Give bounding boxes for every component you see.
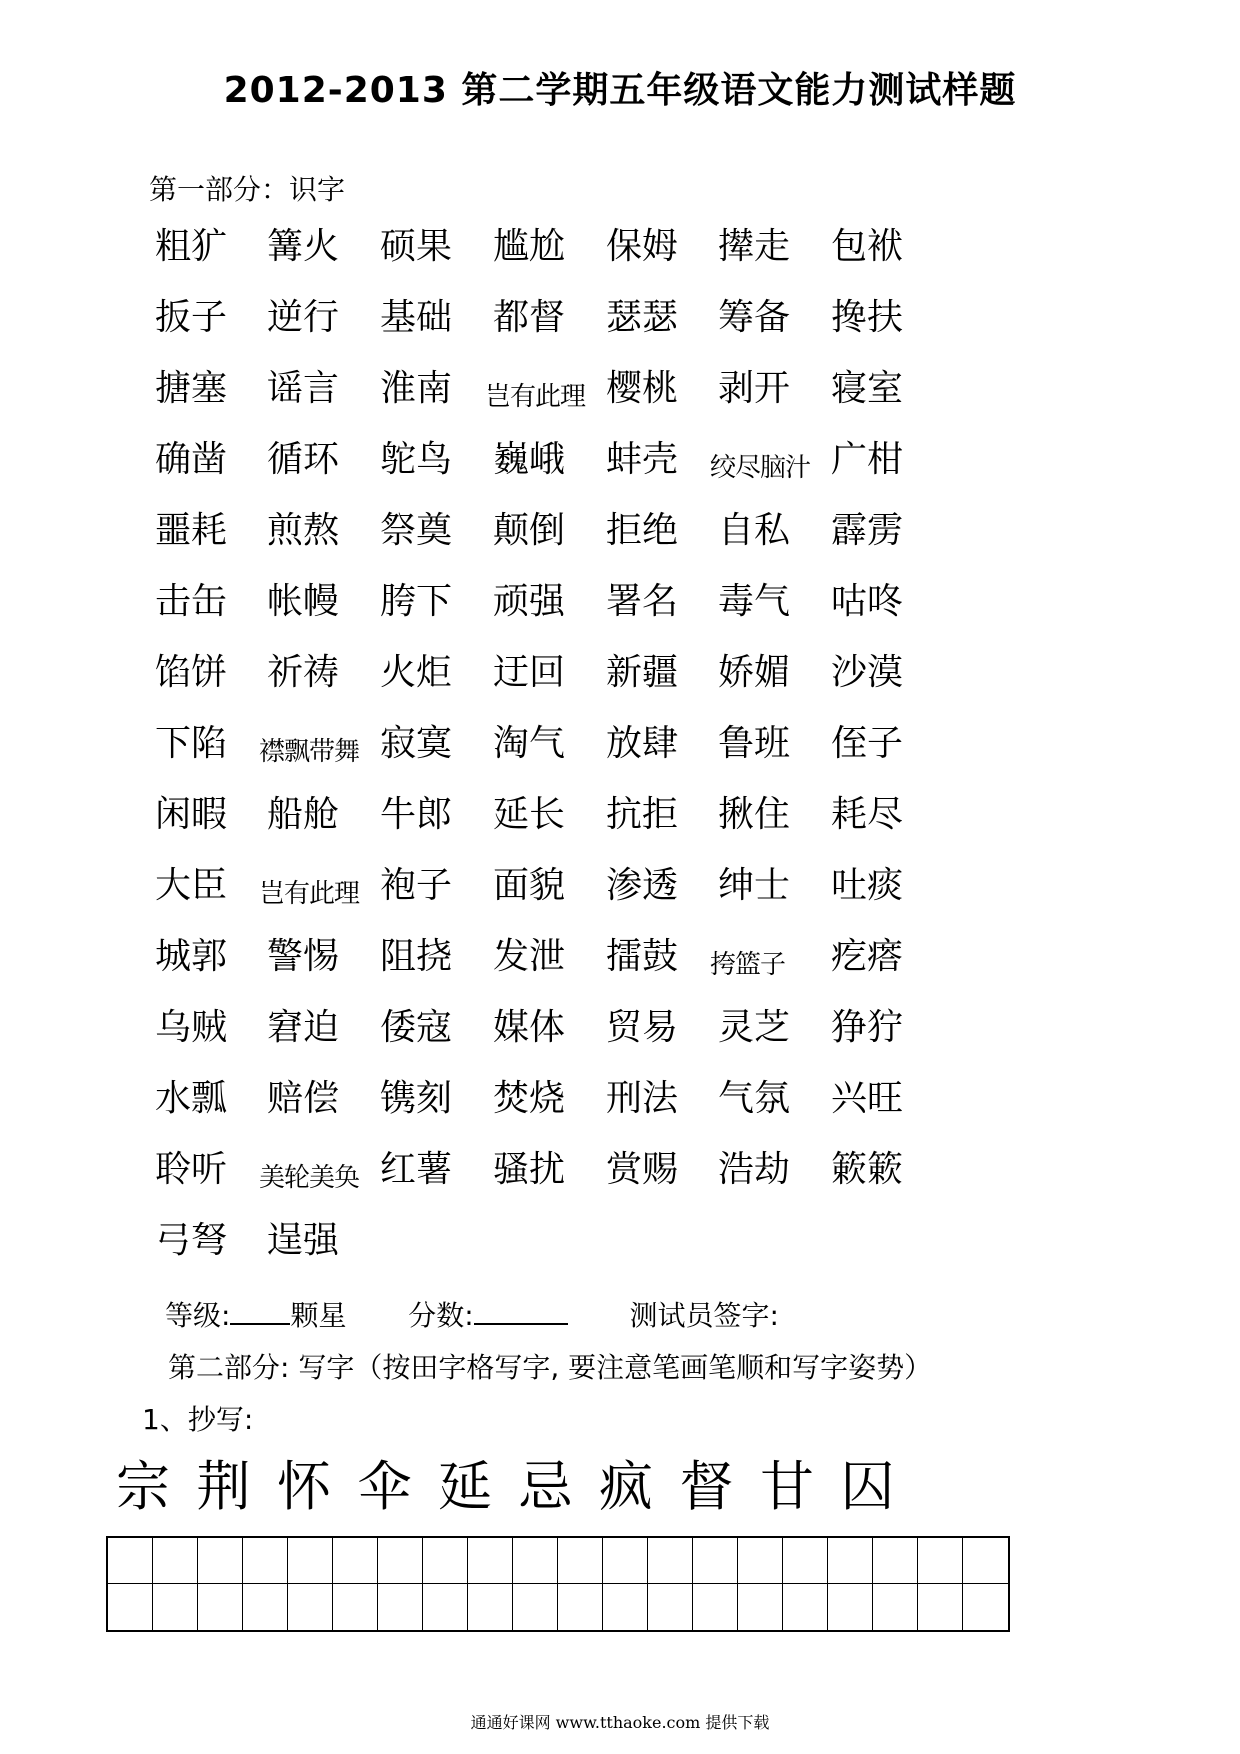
grade-label: 等级: (165, 1299, 231, 1332)
vocab-word: 水瓢 (155, 1078, 228, 1119)
vocab-word: 拒绝 (606, 510, 679, 551)
vocab-word: 筹备 (718, 297, 791, 338)
vocab-word: 噩耗 (155, 510, 228, 551)
word-row (155, 438, 935, 509)
writing-practice-grid (106, 1536, 1010, 1632)
word-row (155, 580, 935, 651)
copy-character: 忌 (518, 1455, 573, 1518)
vocab-word: 煎熬 (267, 510, 340, 551)
vocab-word: 咕咚 (831, 581, 904, 622)
vocab-word: 胯下 (380, 581, 453, 622)
vocab-word: 延长 (493, 794, 566, 835)
vocab-word: 逆行 (267, 297, 340, 338)
vocab-word: 都督 (493, 297, 566, 338)
vocab-word: 蚌壳 (606, 439, 679, 480)
vocab-word: 赔偿 (267, 1078, 340, 1119)
copy-instruction: 1、抄写: (142, 1403, 254, 1436)
writing-cell[interactable] (333, 1584, 378, 1630)
writing-cell[interactable] (378, 1584, 423, 1630)
vocab-word: 巍峨 (493, 439, 566, 480)
score-line (165, 1294, 779, 1334)
vocab-word: 颠倒 (493, 510, 566, 551)
copy-character: 督 (679, 1455, 734, 1518)
writing-cell[interactable] (918, 1584, 963, 1630)
vocab-word: 寂寞 (380, 723, 453, 764)
word-row (155, 935, 935, 1006)
vocab-word: 媒体 (493, 1007, 566, 1048)
vocab-word: 扳子 (155, 297, 228, 338)
vocab-word: 红薯 (380, 1149, 453, 1190)
writing-cell[interactable] (423, 1584, 468, 1630)
vocab-word: 襟飘带舞 (259, 737, 360, 767)
vocab-word: 瑟瑟 (606, 297, 679, 338)
copy-character: 疯 (599, 1455, 653, 1518)
vocab-word: 谣言 (267, 368, 340, 409)
grade-blank[interactable] (230, 1303, 290, 1325)
vocab-word: 顽强 (493, 581, 566, 622)
vocab-word: 倭寇 (380, 1007, 453, 1048)
writing-cell[interactable] (288, 1584, 333, 1630)
vocab-word: 城郭 (155, 936, 228, 977)
word-row (155, 367, 935, 438)
writing-cell[interactable] (603, 1538, 648, 1584)
vocab-word: 骚扰 (493, 1149, 566, 1190)
vocab-word: 尴尬 (493, 226, 566, 267)
word-row (155, 509, 935, 580)
vocab-word: 挎篮子 (710, 950, 786, 980)
vocab-word: 牛郎 (380, 794, 453, 835)
part1-heading: 第一部分：识字 (149, 173, 346, 206)
vocab-word: 侄子 (831, 723, 904, 764)
word-row (155, 1219, 935, 1290)
writing-cell[interactable] (513, 1584, 558, 1630)
vocab-word: 疙瘩 (831, 936, 904, 977)
word-row (155, 225, 935, 296)
copy-character: 延 (438, 1455, 492, 1518)
writing-cell[interactable] (108, 1538, 153, 1584)
vocab-word: 吐痰 (831, 865, 904, 906)
vocab-word: 擂鼓 (606, 936, 679, 977)
writing-cell[interactable] (423, 1538, 468, 1584)
vocab-word: 气氛 (718, 1078, 791, 1119)
vocab-word: 淮南 (380, 368, 453, 409)
vocab-word: 火炬 (380, 652, 453, 693)
vocab-word: 剥开 (718, 368, 791, 409)
vocab-word: 面貌 (493, 865, 566, 906)
vocab-word: 祭奠 (380, 510, 453, 551)
writing-cell[interactable] (603, 1584, 648, 1630)
writing-cell[interactable] (693, 1584, 738, 1630)
writing-cell[interactable] (828, 1584, 873, 1630)
writing-cell[interactable] (198, 1584, 243, 1630)
vocab-word: 乌贼 (155, 1007, 228, 1048)
vocab-word: 搀扶 (831, 297, 904, 338)
writing-cell[interactable] (513, 1538, 558, 1584)
vocab-word: 逞强 (267, 1220, 340, 1261)
vocab-word: 灵芝 (718, 1007, 791, 1048)
vocab-word: 循环 (267, 439, 340, 480)
stars-label: 颗星 (290, 1299, 347, 1332)
vocab-word: 篝火 (267, 226, 340, 267)
vocab-word: 广柑 (831, 439, 904, 480)
writing-cell[interactable] (288, 1538, 333, 1584)
vocab-word: 刑法 (606, 1078, 679, 1119)
vocab-word: 船舱 (267, 794, 340, 835)
vocab-word: 粗犷 (155, 226, 228, 267)
vocab-word: 绅士 (718, 865, 791, 906)
vocab-word: 鸵鸟 (380, 439, 453, 480)
part2-heading: 第二部分: 写字（按田字格写字, 要注意笔画笔顺和写字姿势） (168, 1351, 933, 1384)
vocab-word: 揪住 (718, 794, 791, 835)
word-row (155, 651, 935, 722)
vocab-word: 岂有此理 (259, 879, 360, 909)
vocab-word: 焚烧 (493, 1078, 566, 1119)
copy-character: 囚 (840, 1455, 895, 1518)
vocab-word: 渗透 (606, 865, 679, 906)
vocab-word: 击缶 (155, 581, 228, 622)
vocab-word: 馅饼 (155, 652, 228, 693)
vocab-word: 闲暇 (155, 794, 228, 835)
vocab-word: 毒气 (718, 581, 791, 622)
vocab-word: 迂回 (493, 652, 566, 693)
footer-source: 通通好课网 www.tthaoke.com 提供下载 (470, 1713, 770, 1732)
vocab-word: 搪塞 (155, 368, 228, 409)
vocab-word: 警惕 (267, 936, 340, 977)
vocab-word: 祈祷 (267, 652, 340, 693)
writing-cell[interactable] (378, 1538, 423, 1584)
vocab-word: 新疆 (606, 652, 679, 693)
word-row (155, 722, 935, 793)
word-row (155, 1006, 935, 1077)
writing-cell[interactable] (333, 1538, 378, 1584)
vocab-word: 耗尽 (831, 794, 904, 835)
writing-cell[interactable] (153, 1538, 198, 1584)
word-row (155, 1148, 935, 1219)
writing-cell[interactable] (783, 1538, 828, 1584)
vocab-word: 美轮美奂 (259, 1163, 360, 1193)
word-row (155, 296, 935, 367)
writing-cell[interactable] (153, 1584, 198, 1630)
tester-signature-label: 测试员签字: (629, 1299, 779, 1332)
vocab-word: 兴旺 (831, 1078, 904, 1119)
writing-cell[interactable] (873, 1584, 918, 1630)
vocab-word: 抗拒 (606, 794, 679, 835)
vocab-word: 基础 (380, 297, 453, 338)
score-blank[interactable] (474, 1303, 568, 1325)
vocab-word: 娇媚 (718, 652, 791, 693)
vocab-word: 寝室 (831, 368, 904, 409)
writing-cell[interactable] (558, 1584, 603, 1630)
word-row (155, 793, 935, 864)
vocab-word: 袍子 (380, 865, 453, 906)
vocab-word: 署名 (606, 581, 679, 622)
writing-cell[interactable] (963, 1584, 1008, 1630)
vocab-word: 自私 (718, 510, 791, 551)
writing-cell[interactable] (558, 1538, 603, 1584)
writing-cell[interactable] (828, 1538, 873, 1584)
vocab-word: 沙漠 (831, 652, 904, 693)
vocab-word: 浩劫 (718, 1149, 791, 1190)
vocab-word: 簌簌 (831, 1149, 904, 1190)
copy-character: 宗 (116, 1455, 170, 1518)
page-title: 2012-2013 第二学期五年级语文能力测试样题 (223, 70, 1017, 111)
writing-cell[interactable] (873, 1538, 918, 1584)
writing-cell[interactable] (243, 1584, 288, 1630)
vocab-word: 弓弩 (155, 1220, 228, 1261)
writing-cell[interactable] (738, 1584, 783, 1630)
vocab-word: 包袱 (831, 226, 904, 267)
vocab-word: 鲁班 (718, 723, 791, 764)
writing-cell[interactable] (468, 1584, 513, 1630)
copy-character: 伞 (357, 1455, 412, 1518)
vocab-word: 贸易 (606, 1007, 679, 1048)
vocab-word: 霹雳 (831, 510, 904, 551)
vocab-word: 樱桃 (606, 368, 679, 409)
word-row (155, 864, 935, 935)
writing-cell[interactable] (648, 1584, 693, 1630)
writing-cell[interactable] (693, 1538, 738, 1584)
vocab-word: 阻挠 (380, 936, 453, 977)
vocab-word: 淘气 (493, 723, 566, 764)
vocab-word: 帐幔 (267, 581, 340, 622)
vocab-word: 狰狞 (831, 1007, 904, 1048)
vocab-word: 撵走 (718, 226, 791, 267)
copy-character: 怀 (277, 1455, 331, 1518)
writing-cell[interactable] (648, 1538, 693, 1584)
vocab-word: 聆听 (155, 1149, 228, 1190)
writing-cell[interactable] (108, 1584, 153, 1630)
vocab-word: 放肆 (606, 723, 679, 764)
vocab-word: 硕果 (380, 226, 453, 267)
writing-cell[interactable] (918, 1538, 963, 1584)
writing-cell[interactable] (783, 1584, 828, 1630)
vocab-word: 大臣 (155, 865, 228, 906)
vocab-word: 确凿 (155, 439, 228, 480)
vocab-word: 保姆 (606, 226, 679, 267)
writing-cell[interactable] (198, 1538, 243, 1584)
writing-cell[interactable] (738, 1538, 783, 1584)
vocab-word: 岂有此理 (485, 382, 586, 412)
copy-character: 荆 (196, 1455, 251, 1518)
copy-character: 甘 (760, 1455, 814, 1518)
writing-cell[interactable] (243, 1538, 288, 1584)
score-label: 分数: (408, 1299, 474, 1332)
vocab-word: 窘迫 (267, 1007, 340, 1048)
vocab-word: 镌刻 (380, 1078, 453, 1119)
word-row (155, 1077, 935, 1148)
writing-cell[interactable] (963, 1538, 1008, 1584)
writing-cell[interactable] (468, 1538, 513, 1584)
vocab-word: 赏赐 (606, 1149, 679, 1190)
vocab-word: 下陷 (155, 723, 228, 764)
vocab-word: 发泄 (493, 936, 566, 977)
vocab-word: 绞尽脑汁 (710, 453, 811, 483)
